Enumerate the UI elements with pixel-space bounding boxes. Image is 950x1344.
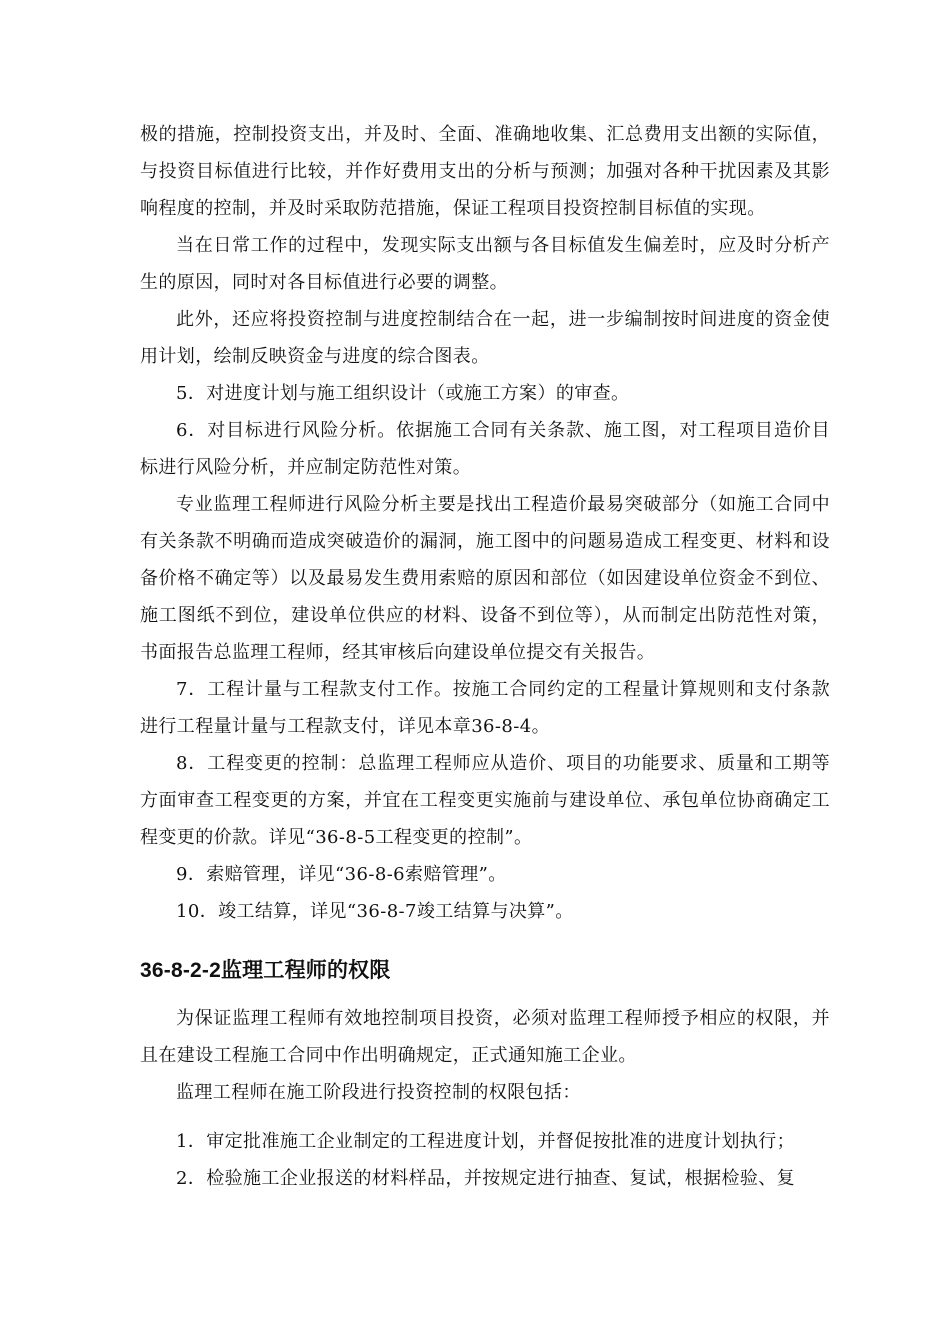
paragraph-risk-analysis: 专业监理工程师进行风险分析主要是找出工程造价最易突破部分（如施工合同中有关条款不明确而造成突破造价的漏洞，施工图中的问题易造成工程变更、材料和设备价格不确定等）以及最易发生费用索赔的原因和部位（如因建设单位资金不到位、施工图纸不到位，建设单位供应的材料、设备不到位等），从而制定出防范性对策，书面报告总监理工程师，经其审核后向建设单位提交有关报告。 (140, 494, 830, 663)
document-page (140, 116, 830, 1197)
paragraph-item-8: 8．工程变更的控制：总监理工程师应从造价、项目的功能要求、质量和工期等方面审查工程变更的方案，并宜在工程变更实施前与建设单位、承包单位协商确定工程变更的价款。详见“36-8-5工程变更的控制”。 (140, 753, 830, 848)
paragraph-schedule-integration: 此外，还应将投资控制与进度控制结合在一起，进一步编制按时间进度的资金使用计划，绘制反映资金与进度的综合图表。 (140, 309, 830, 367)
list-item-2: 2．检验施工企业报送的材料样品，并按规定进行抽查、复试，根据检验、复 (176, 1168, 796, 1189)
paragraph-item-10: 10．竣工结算，详见“36-8-7竣工结算与决算”。 (176, 901, 574, 922)
paragraph-item-7: 7．工程计量与工程款支付工作。按施工合同约定的工程量计算规则和支付条款进行工程量计量与工程款支付，详见本章36-8-4。 (140, 679, 830, 737)
paragraph-authority-list-intro: 监理工程师在施工阶段进行投资控制的权限包括： (176, 1082, 581, 1103)
paragraph-item-9: 9．索赔管理，详见“36-8-6索赔管理”。 (176, 864, 507, 885)
list-item-1: 1．审定批准施工企业制定的工程进度计划，并督促按批准的进度计划执行； (176, 1131, 796, 1152)
paragraph-deviation: 当在日常工作的过程中，发现实际支出额与各目标值发生偏差时，应及时分析产生的原因，同时对各目标值进行必要的调整。 (140, 235, 830, 293)
spacer (140, 1111, 830, 1123)
paragraph-item-5: 5．对进度计划与施工组织设计（或施工方案）的审查。 (176, 383, 630, 404)
section-number: 36-8-2-2 (140, 959, 221, 982)
paragraph-item-6: 6．对目标进行风险分析。依据施工合同有关条款、施工图，对工程项目造价目标进行风险分析，并应制定防范性对策。 (140, 420, 830, 478)
paragraph-authority-intro: 为保证监理工程师有效地控制项目投资，必须对监理工程师授予相应的权限，并且在建设工程施工合同中作出明确规定，正式通知施工企业。 (140, 1008, 830, 1066)
paragraph-continuation: 极的措施，控制投资支出，并及时、全面、准确地收集、汇总费用支出额的实际值，与投资目标值进行比较，并作好费用支出的分析与预测；加强对各种干扰因素及其影响程度的控制，并及时采取防范措施，保证工程项目投资控制目标值的实现。 (140, 124, 830, 219)
section-heading (140, 956, 830, 986)
section-title: 监理工程师的权限 (220, 959, 391, 982)
